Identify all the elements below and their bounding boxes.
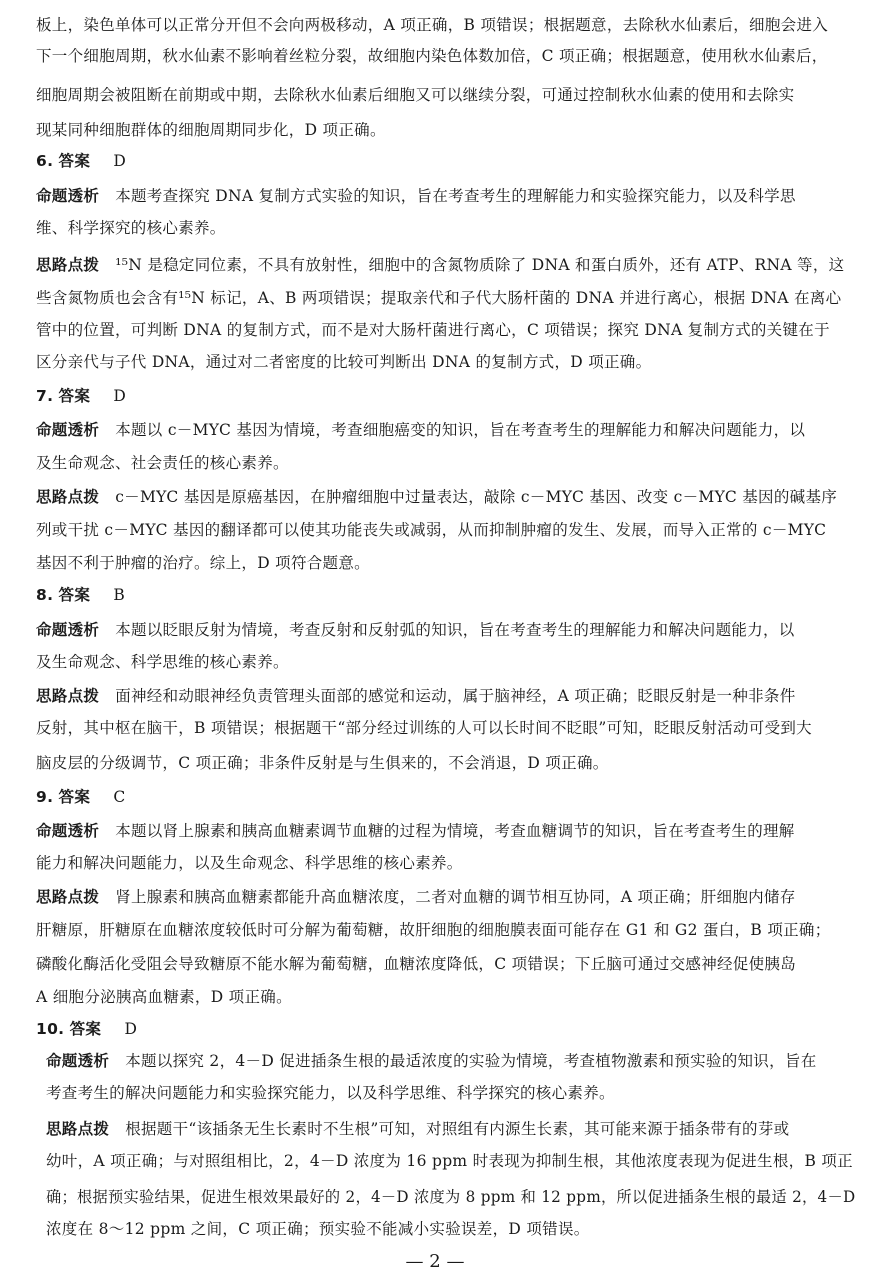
hint-line: 肝糖原，肝糖原在血糖浓度较低时可分解为葡萄糖，故肝细胞的细胞膜表面可能存在 G1 和 G2 蛋白，B 项正确；: [36, 921, 831, 939]
hint-label: 思路点拨: [36, 888, 100, 906]
analysis-line: 及生命观念、社会责任的核心素养。: [36, 454, 289, 472]
hint-line: 管中的位置，可判断 DNA 的复制方式，而不是对大肠杆菌进行离心，C 项错误；探究 DNA 复制方式的关键在于: [36, 321, 830, 339]
question-9-answer: [36, 786, 126, 808]
hint-line: 基因不利于肿瘤的治疗。综上，D 项符合题意。: [36, 554, 370, 572]
analysis-line: 考查考生的解决问题能力和实验探究能力，以及科学思维、科学探究的核心素养。: [46, 1084, 615, 1102]
hint-text: c－MYC 基因是原癌基因，在肿瘤细胞中过量表达，敲除 c－MYC 基因、改变 c－MYC 基因的碱基序: [115, 488, 838, 506]
hint-line: 幼叶，A 项正确；与对照组相比，2，4－D 浓度为 16 ppm 时表现为抑制生根，其他浓度表现为促进生根，B 项正: [46, 1152, 853, 1170]
hint-line: 浓度在 8～12 ppm 之间，C 项正确；预实验不能减小实验误差，D 项错误。: [46, 1220, 590, 1238]
answer-label: 答案: [58, 586, 91, 604]
page-number: — 2 —: [405, 1251, 465, 1272]
answer-label: 答案: [58, 788, 91, 806]
hint-line: 确；根据预实验结果，促进生根效果最好的 2，4－D 浓度为 8 ppm 和 12 ppm，所以促进插条生根的最适 2，4－D: [46, 1188, 856, 1206]
hint-line: 区分亲代与子代 DNA，通过对二者密度的比较可判断出 DNA 的复制方式，D 项正确。: [36, 353, 652, 371]
question-8-answer: [36, 584, 125, 606]
hint-line: A 细胞分泌胰高血糖素，D 项正确。: [36, 988, 292, 1006]
hint-label: 思路点拨: [36, 488, 100, 506]
hint-text: ¹⁵N 是稳定同位素，不具有放射性，细胞中的含氮物质除了 DNA 和蛋白质外，还有 ATP、RNA 等，这: [115, 256, 845, 274]
question-10-answer: [36, 1018, 137, 1040]
hint-line: 反射，其中枢在脑干，B 项错误；根据题干“部分经过训练的人可以长时间不眨眼”可知，眨眼反射活动可受到大: [36, 719, 812, 737]
answer-label: 答案: [58, 152, 91, 170]
question-8-hint: [36, 685, 796, 707]
analysis-label: 命题透析: [36, 187, 100, 205]
question-number: 6.: [36, 152, 54, 170]
intro-line: 现某同种细胞群体的细胞周期同步化，D 项正确。: [36, 121, 386, 139]
answer-value: C: [113, 788, 126, 806]
analysis-line: 能力和解决问题能力，以及生命观念、科学思维的核心素养。: [36, 854, 463, 872]
analysis-text: 本题考查探究 DNA 复制方式实验的知识，旨在考查考生的理解能力和实验探究能力，以及科学思: [115, 187, 796, 205]
analysis-label: 命题透析: [36, 822, 100, 840]
question-8-analysis: [36, 619, 795, 641]
analysis-text: 本题以肾上腺素和胰高血糖素调节血糖的过程为情境，考查血糖调节的知识，旨在考查考生的理解: [115, 822, 795, 840]
question-6-answer: [36, 150, 126, 172]
hint-text: 肾上腺素和胰高血糖素都能升高血糖浓度，二者对血糖的调节相互协同，A 项正确；肝细胞内储存: [115, 888, 796, 906]
answer-label: 答案: [69, 1020, 102, 1038]
analysis-label: 命题透析: [36, 421, 100, 439]
question-number: 9.: [36, 788, 54, 806]
answer-value: B: [113, 586, 126, 604]
question-number: 8.: [36, 586, 54, 604]
question-6-analysis: [36, 185, 796, 207]
hint-text: 面神经和动眼神经负责管理头面部的感觉和运动，属于脑神经，A 项正确；眨眼反射是一种非条件: [115, 687, 796, 705]
answer-value: D: [124, 1020, 138, 1038]
analysis-line: 及生命观念、科学思维的核心素养。: [36, 653, 289, 671]
question-6-hint: [36, 254, 844, 276]
analysis-label: 命题透析: [36, 621, 100, 639]
hint-line: 脑皮层的分级调节，C 项正确；非条件反射是与生俱来的，不会消退，D 项正确。: [36, 754, 609, 772]
analysis-text: 本题以探究 2，4－D 促进插条生根的最适浓度的实验为情境，考查植物激素和预实验的知识，旨在: [125, 1052, 817, 1070]
hint-label: 思路点拨: [36, 256, 100, 274]
intro-line: 细胞周期会被阻断在前期或中期，去除秋水仙素后细胞又可以继续分裂，可通过控制秋水仙素的使用和去除实: [36, 86, 795, 104]
answer-value: D: [113, 152, 127, 170]
question-10-analysis: [46, 1050, 817, 1072]
question-9-hint: [36, 886, 796, 908]
intro-line: 板上，染色单体可以正常分开但不会向两极移动，A 项正确，B 项错误；根据题意，去除秋水仙素后，细胞会进入: [36, 16, 829, 34]
question-7-hint: [36, 486, 837, 508]
intro-line: 下一个细胞周期，秋水仙素不影响着丝粒分裂，故细胞内染色体数加倍，C 项正确；根据题意，使用秋水仙素后，: [36, 47, 828, 65]
hint-label: 思路点拨: [36, 687, 100, 705]
analysis-label: 命题透析: [46, 1052, 110, 1070]
question-7-answer: [36, 385, 126, 407]
hint-line: 些含氮物质也会含有¹⁵N 标记，A、B 两项错误；提取亲代和子代大肠杆菌的 DNA 并进行离心，根据 DNA 在离心: [36, 289, 842, 307]
question-number: 10.: [36, 1020, 65, 1038]
question-number: 7.: [36, 387, 54, 405]
question-7-analysis: [36, 419, 805, 441]
analysis-text: 本题以 c－MYC 基因为情境，考查细胞癌变的知识，旨在考查考生的理解能力和解决问题能力，以: [115, 421, 806, 439]
hint-line: 磷酸化酶活化受阻会导致糖原不能水解为葡萄糖，血糖浓度降低，C 项错误；下丘脑可通过交感神经促使胰岛: [36, 955, 796, 973]
hint-label: 思路点拨: [46, 1120, 110, 1138]
question-10-hint: [46, 1118, 789, 1140]
answer-label: 答案: [58, 387, 91, 405]
analysis-line: 维、科学探究的核心素养。: [36, 219, 226, 237]
hint-text: 根据题干“该插条无生长素时不生根”可知，对照组有内源生长素，其可能来源于插条带有的芽或: [125, 1120, 790, 1138]
question-9-analysis: [36, 820, 795, 842]
analysis-text: 本题以眨眼反射为情境，考查反射和反射弧的知识，旨在考查考生的理解能力和解决问题能力，以: [115, 621, 795, 639]
hint-line: 列或干扰 c－MYC 基因的翻译都可以使其功能丧失或减弱，从而抑制肿瘤的发生、发展，而导入正常的 c－MYC: [36, 521, 827, 539]
answer-value: D: [113, 387, 127, 405]
